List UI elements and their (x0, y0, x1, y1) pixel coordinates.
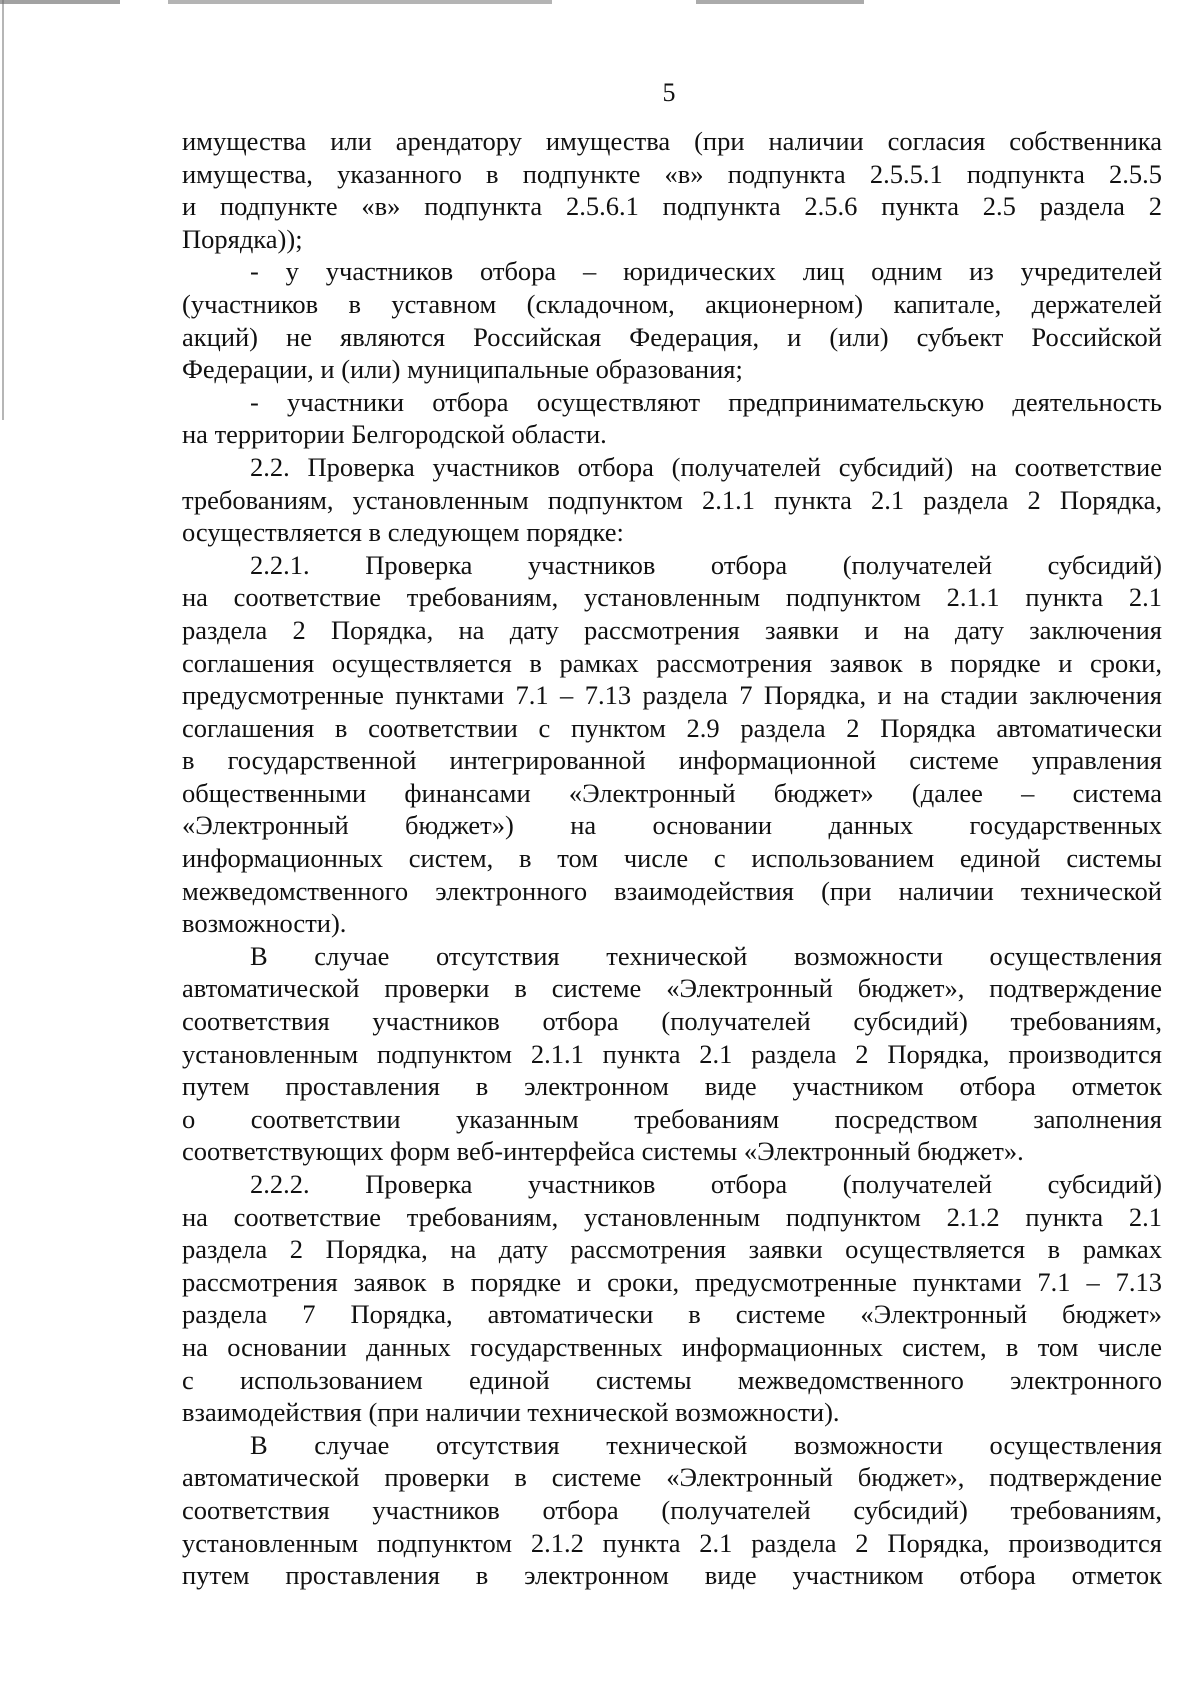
text-line: в государственной интегрированной информационной системе управления (182, 745, 1162, 776)
text-line: 2.2.1. Проверка участников отбора (получателей субсидий) (250, 549, 1162, 580)
text-line: соответствующих форм веб-интерфейса системы «Электронный бюджет». (182, 1136, 1024, 1167)
text-line: установленным подпунктом 2.1.1 пункта 2.1 раздела 2 Порядка, производится (182, 1038, 1162, 1069)
text-line: соглашения в соответствии с пунктом 2.9 раздела 2 Порядка автоматически (182, 712, 1162, 743)
text-line: 2.2. Проверка участников отбора (получателей субсидий) на соответствие (250, 451, 1162, 482)
text-line: на территории Белгородской области. (182, 419, 607, 450)
text-line: рассмотрения заявок в порядке и сроки, предусмотренные пунктами 7.1 – 7.13 (182, 1266, 1162, 1297)
text-line: - участники отбора осуществляют предпринимательскую деятельность (250, 386, 1162, 417)
text-line: с использованием единой системы межведомственного электронного (182, 1364, 1162, 1395)
text-line: общественными финансами «Электронный бюджет» (далее – система (182, 777, 1162, 808)
text-line: взаимодействия (при наличии технической возможности). (182, 1397, 840, 1428)
text-line: - у участников отбора – юридических лиц одним из учредителей (250, 256, 1162, 287)
text-line: раздела 2 Порядка, на дату рассмотрения заявки осуществляется в рамках (182, 1234, 1162, 1265)
text-line: информационных систем, в том числе с использованием единой системы (182, 843, 1162, 874)
text-line: на соответствие требованиям, установленным подпунктом 2.1.1 пункта 2.1 (182, 582, 1162, 613)
text-line: на основании данных государственных информационных систем, в том числе (182, 1331, 1162, 1362)
text-line: «Электронный бюджет») на основании данных государственных (182, 810, 1162, 841)
document-body (182, 125, 1162, 1592)
text-line: путем проставления в электронном виде участником отбора отметок (182, 1560, 1162, 1591)
text-line: установленным подпунктом 2.1.2 пункта 2.1 раздела 2 Порядка, производится (182, 1527, 1162, 1558)
text-line: на соответствие требованиям, установленным подпунктом 2.1.2 пункта 2.1 (182, 1201, 1162, 1232)
text-line: Порядка)); (182, 223, 303, 254)
scan-edge-left (2, 0, 4, 420)
text-line: раздела 2 Порядка, на дату рассмотрения заявки и на дату заключения (182, 614, 1162, 645)
text-line: соответствия участников отбора (получателей субсидий) требованиям, (182, 1006, 1162, 1037)
text-line: осуществляется в следующем порядке: (182, 517, 624, 548)
text-line: межведомственного электронного взаимодействия (при наличии технической (182, 875, 1162, 906)
text-line: раздела 7 Порядка, автоматически в системе «Электронный бюджет» (182, 1299, 1162, 1330)
text-line: имущества, указанного в подпункте «в» подпункта 2.5.5.1 подпункта 2.5.5 (182, 158, 1162, 189)
text-line: и подпункте «в» подпункта 2.5.6.1 подпункта 2.5.6 пункта 2.5 раздела 2 (182, 191, 1162, 222)
text-line: 2.2.2. Проверка участников отбора (получателей субсидий) (250, 1169, 1162, 1199)
text-line: автоматической проверки в системе «Электронный бюджет», подтверждение (182, 973, 1162, 1004)
text-line: В случае отсутствия технической возможности осуществления (250, 1429, 1162, 1460)
text-line: возможности). (182, 908, 347, 939)
text-line: требованиям, установленным подпунктом 2.1.1 пункта 2.1 раздела 2 Порядка, (182, 484, 1162, 515)
text-line: имущества или арендатору имущества (при наличии согласия собственника (182, 126, 1162, 156)
text-line: о соответствии указанным требованиям посредством заполнения (182, 1103, 1162, 1134)
text-line: (участников в уставном (складочном, акционерном) капитале, держателей (182, 288, 1162, 319)
text-line: Федерации, и (или) муниципальные образования; (182, 354, 743, 385)
scan-edge-top (0, 0, 1200, 4)
text-line: соглашения осуществляется в рамках рассмотрения заявок в порядке и сроки, (182, 647, 1162, 678)
text-line: акций) не являются Российская Федерация, и (или) субъект Российской (182, 321, 1162, 352)
text-line: соответствия участников отбора (получателей субсидий) требованиям, (182, 1494, 1162, 1525)
text-line: В случае отсутствия технической возможности осуществления (250, 940, 1162, 971)
text-line: автоматической проверки в системе «Электронный бюджет», подтверждение (182, 1462, 1162, 1493)
text-line: путем проставления в электронном виде участником отбора отметок (182, 1071, 1162, 1102)
text-line: предусмотренные пунктами 7.1 – 7.13 раздела 7 Порядка, и на стадии заключения (182, 680, 1162, 711)
page-number: 5 (662, 78, 676, 107)
